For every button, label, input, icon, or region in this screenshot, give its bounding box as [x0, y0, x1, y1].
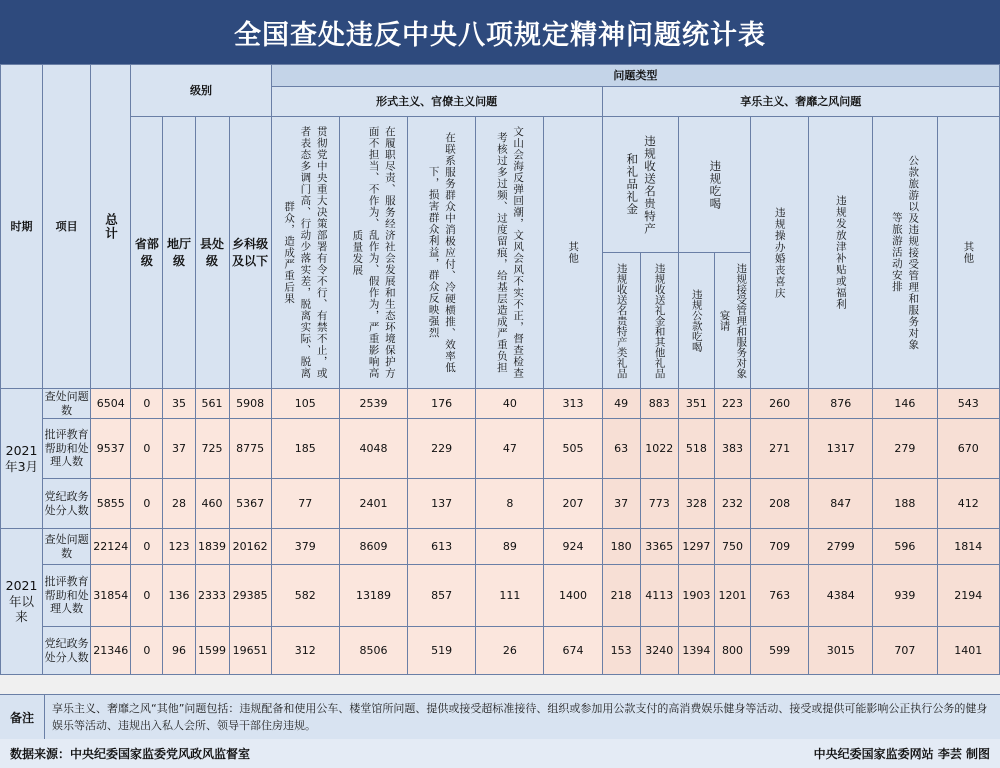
g1-col-masses: 在联系服务群众中消极应付、冷硬横推、效率低下，损害群众利益，群众反映强烈 [408, 117, 476, 389]
cell-hedonism: 271 [751, 419, 809, 479]
footer [0, 739, 1000, 768]
row-item-label: 查处问题数 [43, 389, 91, 419]
cell-total: 21346 [91, 627, 131, 675]
cell-hedonism: 4113 [640, 565, 678, 627]
table-row [1, 529, 1000, 565]
cell-level: 1599 [195, 627, 229, 675]
cell-hedonism: 670 [937, 419, 999, 479]
cell-level: 1839 [195, 529, 229, 565]
cell-hedonism: 596 [873, 529, 937, 565]
cell-hedonism: 208 [751, 479, 809, 529]
cell-level: 0 [131, 389, 163, 419]
level-province: 省部级 [131, 117, 163, 389]
cell-formalism: 313 [544, 389, 602, 419]
cell-hedonism: 260 [751, 389, 809, 419]
cell-formalism: 137 [408, 479, 476, 529]
cell-hedonism: 218 [602, 565, 640, 627]
cell-formalism: 185 [271, 419, 339, 479]
notes-label: 备注 [0, 695, 45, 739]
level-prefecture: 地厅级 [163, 117, 195, 389]
cell-formalism: 505 [544, 419, 602, 479]
cell-hedonism: 146 [873, 389, 937, 419]
cell-level: 725 [195, 419, 229, 479]
cell-hedonism: 707 [873, 627, 937, 675]
cell-hedonism: 2799 [809, 529, 873, 565]
cell-level: 35 [163, 389, 195, 419]
cell-formalism: 674 [544, 627, 602, 675]
cell-formalism: 47 [476, 419, 544, 479]
cell-hedonism: 1317 [809, 419, 873, 479]
header-total: 总计 [91, 65, 131, 389]
cell-hedonism: 939 [873, 565, 937, 627]
header-item: 项目 [43, 65, 91, 389]
cell-level: 460 [195, 479, 229, 529]
cell-level: 2333 [195, 565, 229, 627]
cell-level: 0 [131, 479, 163, 529]
header-problem-type: 问题类型 [271, 65, 999, 87]
page-title: 全国查处违反中央八项规定精神问题统计表 [0, 0, 1000, 64]
cell-hedonism: 180 [602, 529, 640, 565]
level-county: 县处级 [195, 117, 229, 389]
cell-hedonism: 800 [714, 627, 750, 675]
g2-gift-header: 违规收送名贵特产和礼品礼金 [602, 117, 678, 253]
g2-meal-header: 违规吃喝 [678, 117, 750, 253]
cell-hedonism: 2194 [937, 565, 999, 627]
cell-formalism: 176 [408, 389, 476, 419]
cell-hedonism: 412 [937, 479, 999, 529]
cell-hedonism: 1401 [937, 627, 999, 675]
cell-level: 8775 [229, 419, 271, 479]
cell-hedonism: 847 [809, 479, 873, 529]
cell-level: 0 [131, 529, 163, 565]
header-period: 时期 [1, 65, 43, 389]
cell-formalism: 89 [476, 529, 544, 565]
cell-level: 96 [163, 627, 195, 675]
cell-formalism: 582 [271, 565, 339, 627]
row-item-label: 批评教育帮助和处理人数 [43, 565, 91, 627]
row-item-label: 批评教育帮助和处理人数 [43, 419, 91, 479]
cell-level: 0 [131, 419, 163, 479]
cell-total: 22124 [91, 529, 131, 565]
cell-level: 28 [163, 479, 195, 529]
cell-hedonism: 63 [602, 419, 640, 479]
cell-formalism: 2401 [339, 479, 407, 529]
g2-meal-public: 违规公款吃喝 [678, 253, 714, 389]
cell-hedonism: 3365 [640, 529, 678, 565]
cell-formalism: 77 [271, 479, 339, 529]
cell-hedonism: 49 [602, 389, 640, 419]
period-label: 2021年3月 [1, 389, 43, 529]
cell-hedonism: 1814 [937, 529, 999, 565]
cell-hedonism: 4384 [809, 565, 873, 627]
g1-col-policy: 贯彻党中央重大决策部署有令不行、有禁不止，或者表态多调门高、行动少落实差，脱离实际、脱离群众，造成严重后果 [271, 117, 339, 389]
cell-hedonism: 223 [714, 389, 750, 419]
cell-hedonism: 543 [937, 389, 999, 419]
cell-level: 136 [163, 565, 195, 627]
cell-level: 5908 [229, 389, 271, 419]
cell-hedonism: 383 [714, 419, 750, 479]
cell-hedonism: 1903 [678, 565, 714, 627]
level-township: 乡科级及以下 [229, 117, 271, 389]
cell-level: 561 [195, 389, 229, 419]
cell-formalism: 207 [544, 479, 602, 529]
cell-hedonism: 351 [678, 389, 714, 419]
cell-formalism: 8 [476, 479, 544, 529]
cell-hedonism: 232 [714, 479, 750, 529]
cell-hedonism: 876 [809, 389, 873, 419]
cell-formalism: 379 [271, 529, 339, 565]
cell-hedonism: 3240 [640, 627, 678, 675]
cell-level: 5367 [229, 479, 271, 529]
cell-formalism: 924 [544, 529, 602, 565]
cell-hedonism: 153 [602, 627, 640, 675]
header-group2: 享乐主义、奢靡之风问题 [602, 87, 999, 117]
cell-total: 6504 [91, 389, 131, 419]
cell-hedonism: 328 [678, 479, 714, 529]
cell-hedonism: 3015 [809, 627, 873, 675]
table-row [1, 479, 1000, 529]
cell-formalism: 111 [476, 565, 544, 627]
g2-col-travel: 公款旅游以及违规接受管理和服务对象等旅游活动安排 [873, 117, 937, 389]
cell-formalism: 613 [408, 529, 476, 565]
g2-gift-specialty: 违规收送名贵特产类礼品 [602, 253, 640, 389]
g2-col-other: 其他 [937, 117, 999, 389]
cell-hedonism: 883 [640, 389, 678, 419]
cell-formalism: 229 [408, 419, 476, 479]
cell-formalism: 105 [271, 389, 339, 419]
header-group1: 形式主义、官僚主义问题 [271, 87, 602, 117]
data-source: 数据来源：中央纪委国家监委党风政风监督室 [10, 747, 251, 761]
g2-col-allowance: 违规发放津补贴或福利 [809, 117, 873, 389]
cell-total: 31854 [91, 565, 131, 627]
cell-hedonism: 599 [751, 627, 809, 675]
cell-hedonism: 750 [714, 529, 750, 565]
cell-total: 5855 [91, 479, 131, 529]
row-item-label: 党纪政务处分人数 [43, 479, 91, 529]
cell-level: 29385 [229, 565, 271, 627]
cell-formalism: 1400 [544, 565, 602, 627]
cell-formalism: 13189 [339, 565, 407, 627]
row-item-label: 党纪政务处分人数 [43, 627, 91, 675]
statistics-table [0, 64, 1000, 675]
g2-gift-money: 违规收送礼金和其他礼品 [640, 253, 678, 389]
cell-hedonism: 279 [873, 419, 937, 479]
g2-meal-banquet: 违规接受管理和服务对象宴请 [714, 253, 750, 389]
cell-hedonism: 1394 [678, 627, 714, 675]
g1-col-other: 其他 [544, 117, 602, 389]
table-row [1, 389, 1000, 419]
cell-formalism: 519 [408, 627, 476, 675]
table-row [1, 419, 1000, 479]
cell-level: 37 [163, 419, 195, 479]
g2-col-wedding: 违规操办婚丧喜庆 [751, 117, 809, 389]
cell-hedonism: 773 [640, 479, 678, 529]
g1-col-meetings: 文山会海反弹回潮，文风会风不实不正，督查检查考核过多过频、过度留痕，给基层造成严重负担 [476, 117, 544, 389]
row-item-label: 查处问题数 [43, 529, 91, 565]
cell-hedonism: 763 [751, 565, 809, 627]
notes-text: 享乐主义、奢靡之风“其他”问题包括：违规配备和使用公车、楼堂馆所问题、提供或接受超标准接待、组织或参加用公款支付的高消费娱乐健身等活动、接受或提供可能影响公正执行公务的健身娱乐等活动、违规出入私人会所、领导干部住房违规。 [52, 702, 988, 732]
cell-hedonism: 1022 [640, 419, 678, 479]
cell-hedonism: 709 [751, 529, 809, 565]
cell-hedonism: 1201 [714, 565, 750, 627]
cell-hedonism: 37 [602, 479, 640, 529]
cell-level: 20162 [229, 529, 271, 565]
notes-bar [0, 694, 1000, 740]
cell-level: 0 [131, 627, 163, 675]
period-label: 2021年以来 [1, 529, 43, 675]
cell-level: 123 [163, 529, 195, 565]
cell-level: 0 [131, 565, 163, 627]
cell-hedonism: 188 [873, 479, 937, 529]
cell-hedonism: 518 [678, 419, 714, 479]
cell-formalism: 857 [408, 565, 476, 627]
cell-formalism: 2539 [339, 389, 407, 419]
g1-col-duty: 在履职尽责、服务经济社会发展和生态环境保护方面不担当、不作为、乱作为、假作为，严重影响高质量发展 [339, 117, 407, 389]
cell-formalism: 8506 [339, 627, 407, 675]
header-level: 级别 [131, 65, 271, 117]
cell-formalism: 312 [271, 627, 339, 675]
cell-level: 19651 [229, 627, 271, 675]
cell-formalism: 4048 [339, 419, 407, 479]
table-row [1, 627, 1000, 675]
cell-formalism: 8609 [339, 529, 407, 565]
chart-credit: 中央纪委国家监委网站 李芸 制图 [813, 747, 990, 761]
cell-formalism: 26 [476, 627, 544, 675]
cell-total: 9537 [91, 419, 131, 479]
table-row [1, 565, 1000, 627]
cell-formalism: 40 [476, 389, 544, 419]
cell-hedonism: 1297 [678, 529, 714, 565]
